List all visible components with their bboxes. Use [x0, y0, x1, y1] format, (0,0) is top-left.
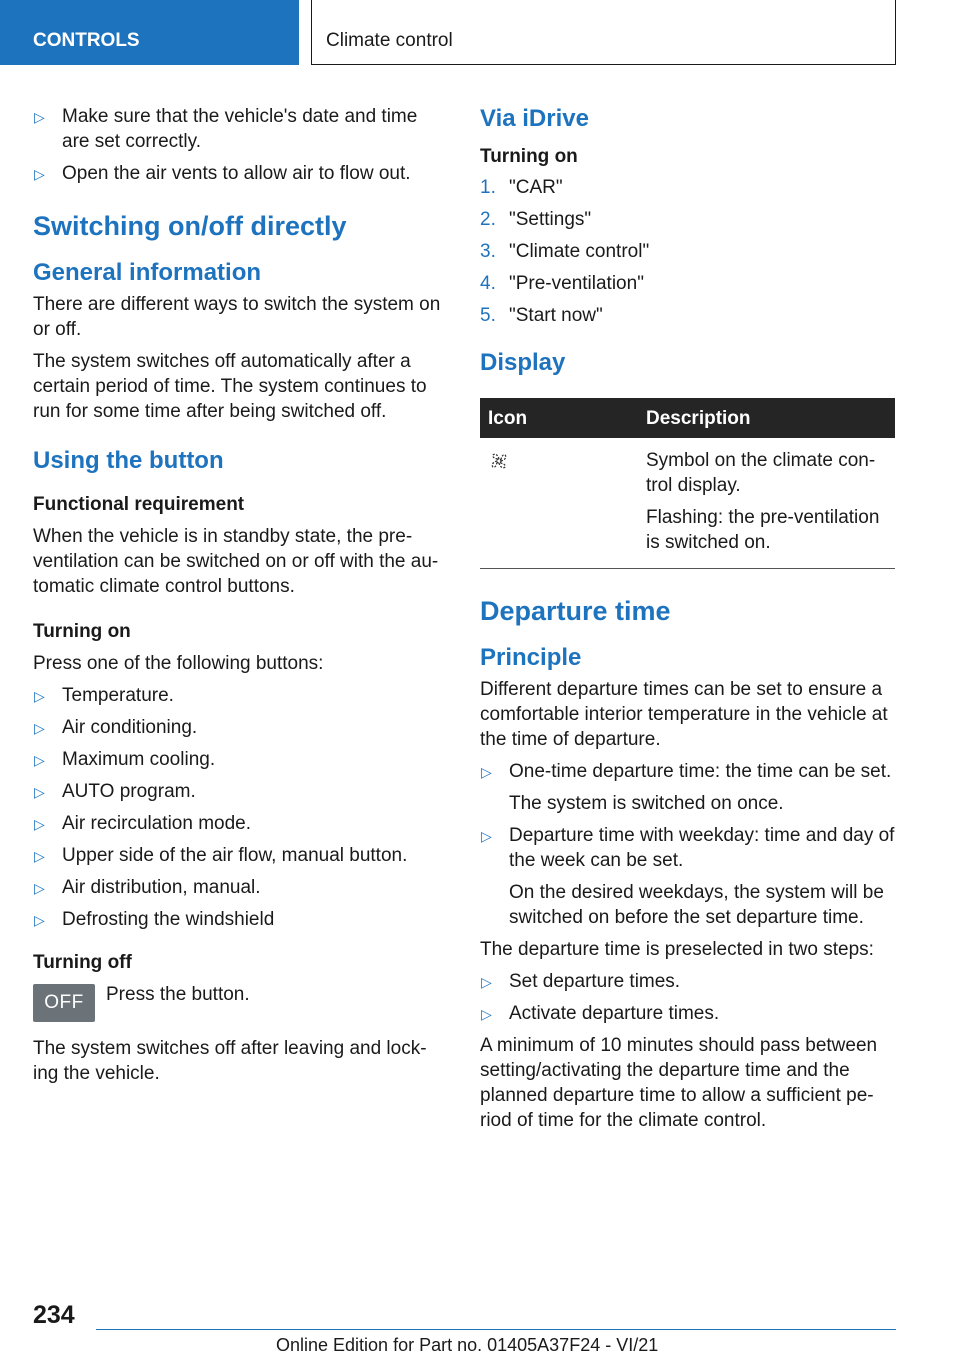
final-paragraph: A minimum of 10 minutes should pass between setting/activating the departure time and the planned departure time to allow a sufficient pe-riod of time for the climate control. [480, 1035, 878, 1131]
list-item: 2. "Settings" [480, 209, 592, 230]
heading-idrive-turning-on: Turning on [480, 146, 578, 167]
table-row [480, 438, 895, 569]
list-item: ▷ Set departure times. [480, 969, 895, 994]
page-number: 234 [33, 1301, 75, 1329]
table-header-description: Description [640, 398, 895, 438]
list-item: ▷ Departure time with weekday: time and day of the week can be set. On the desired weekdays, the system will be switched on before the set departure time. [481, 825, 895, 928]
table-header-icon: Icon [480, 398, 640, 438]
two-steps-list [480, 969, 895, 1026]
header-section-title: CONTROLS [33, 30, 140, 51]
footer-edition: Online Edition for Part no. 01405A37F24 - VI/21 [276, 1335, 659, 1355]
list-item: 5. "Start now" [480, 305, 603, 326]
footer-divider [96, 1329, 896, 1330]
triangle-bullet-icon: ▷ [34, 880, 45, 896]
triangle-bullet-icon: ▷ [34, 688, 45, 704]
triangle-bullet-icon: ▷ [34, 912, 45, 928]
list-item: ▷ Air distribution, manual. [33, 875, 447, 900]
heading-departure-time: Departure time [480, 596, 671, 626]
heading-principle: Principle [480, 644, 582, 671]
idrive-steps-list [480, 175, 895, 328]
general-paragraph-2: The system switches off automatically after a certain period of time. The system continues to run for some time after being switched off. [33, 351, 427, 422]
triangle-bullet-icon: ▷ [34, 720, 45, 736]
general-paragraph-1: There are different ways to switch the system on or off. [33, 294, 441, 340]
off-button-text: Press the button. [106, 984, 250, 1005]
list-item: ▷ Air conditioning. [33, 715, 447, 740]
steps-paragraph: The departure time is preselected in two steps: [480, 939, 874, 960]
list-item: ▷ Make sure that the vehicle's date and time are set correctly. [34, 106, 418, 152]
table-cell-desc-1: Symbol on the climate con-trol display. [646, 450, 876, 496]
heading-switching: Switching on/off directly [33, 211, 347, 241]
on-buttons-list [33, 683, 447, 932]
display-table [480, 398, 895, 569]
off-button-row [33, 982, 447, 1026]
triangle-bullet-icon: ▷ [34, 816, 45, 832]
triangle-bullet-icon: ▷ [34, 784, 45, 800]
departure-bullet-list [480, 759, 895, 930]
list-item: ▷ Upper side of the air flow, manual button. [33, 843, 447, 868]
list-item: ▷ Air recirculation mode. [33, 811, 447, 836]
triangle-bullet-icon: ▷ [481, 1006, 492, 1022]
triangle-bullet-icon: ▷ [34, 752, 45, 768]
functional-paragraph: When the vehicle is in standby state, the pre-ventilation can be switched on or off with the au-tomatic climate control buttons. [33, 526, 439, 597]
list-item: ▷ Defrosting the windshield [33, 907, 447, 932]
header-section-tab [0, 0, 299, 65]
list-item: ▷ One-time departure time: the time can be set. The system is switched on once. [481, 761, 892, 814]
left-column [33, 104, 447, 1093]
triangle-bullet-icon: ▷ [481, 828, 492, 844]
turning-off-paragraph: The system switches off after leaving and lock-ing the vehicle. [33, 1038, 427, 1084]
header-chapter-title: Climate control [326, 30, 453, 51]
triangle-bullet-icon: ▷ [34, 109, 45, 125]
list-item: 1. "CAR" [480, 177, 563, 198]
triangle-bullet-icon: ▷ [34, 848, 45, 864]
table-cell-desc-2: Flashing: the pre-ventilation is switched on. [646, 507, 880, 553]
heading-turning-on: Turning on [33, 621, 131, 642]
turning-on-paragraph: Press one of the following buttons: [33, 653, 324, 674]
heading-turning-off: Turning off [33, 952, 132, 973]
heading-using-button: Using the button [33, 447, 224, 474]
heading-general-information: General information [33, 259, 262, 286]
list-item: ▷ AUTO program. [33, 779, 447, 804]
list-item: ▷ Maximum cooling. [33, 747, 447, 772]
list-item: ▷ Temperature. [33, 683, 447, 708]
list-item: 4. "Pre-ventilation" [480, 273, 644, 294]
heading-via-idrive: Via iDrive [480, 105, 589, 132]
triangle-bullet-icon: ▷ [34, 166, 45, 182]
heading-display: Display [480, 349, 566, 376]
intro-bullet-list [33, 104, 447, 186]
principle-paragraph: Different departure times can be set to ensure a comfortable interior temperature in the vehicle at the time of departure. [480, 679, 888, 750]
list-item: ▷ Open the air vents to allow air to flow out. [33, 161, 447, 186]
list-item: ▷ Activate departure times. [480, 1001, 895, 1026]
off-button-image: OFF [33, 984, 95, 1022]
fan-icon [488, 450, 510, 472]
list-item: 3. "Climate control" [480, 241, 650, 262]
triangle-bullet-icon: ▷ [481, 974, 492, 990]
header-chapter-box [311, 0, 896, 65]
triangle-bullet-icon: ▷ [481, 764, 492, 780]
right-column [480, 104, 895, 1140]
heading-functional-requirement: Functional requirement [33, 494, 245, 515]
